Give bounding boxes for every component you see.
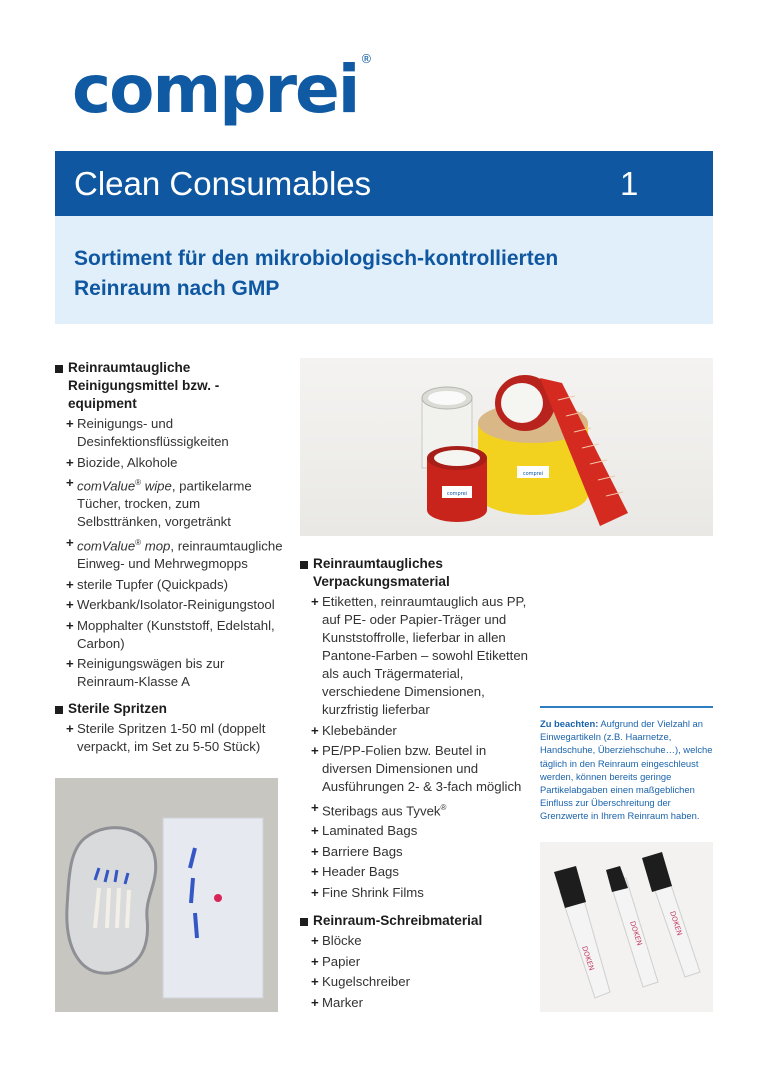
section-cleaning	[55, 359, 287, 694]
list-item: + Blöcke	[311, 932, 528, 950]
list-item: + Barriere Bags	[311, 843, 528, 861]
note-divider	[540, 706, 713, 708]
label-tapes-illustration	[300, 358, 713, 536]
section-heading: Reinraumtaugliche Reinigungsmittel bzw. -equipment	[55, 359, 287, 413]
logo-wordmark: comprei	[72, 51, 359, 128]
item-list	[311, 593, 528, 902]
note-text: Zu beachten: Aufgrund der Vielzahl an Einwegartikeln (z.B. Haarnetze, Handschuhe, Überziehschuhe…), welche täglich in den Reinraum eingeschleust werden, können bereits geringe Partikelabgaben einen maßgeblichen Einfluss zur Überschreitung der Grenzwerte in Ihrem Reinraum haben.	[540, 718, 713, 822]
list-item: + Marker	[311, 994, 528, 1012]
note-label: Zu beachten:	[540, 718, 599, 729]
section-writing-material	[300, 912, 528, 1014]
registered-mark: ®	[360, 52, 373, 66]
list-item: + Steribags aus Tyvek®	[311, 799, 528, 820]
title-band	[55, 151, 713, 216]
photo-label-tapes	[300, 358, 713, 536]
section-syringes	[55, 700, 287, 759]
list-item: + Werkbank/Isolator-Reinigungstool	[66, 596, 287, 614]
photo-sterile-syringes	[55, 778, 278, 1012]
svg-text:DOKEN: DOKEN	[628, 920, 644, 947]
svg-text:DOKEN: DOKEN	[580, 945, 596, 972]
section-heading: Sterile Spritzen	[55, 700, 287, 718]
list-item: + Etiketten, reinraumtauglich aus PP, auf PE- oder Papier-Träger und Kunststoffrolle, lieferbar in allen Pantone-Farben – sowohl Etiketten als auch Trägermaterial, verschiedene Dimensionen, kurzfristig lieferbar	[311, 593, 528, 719]
list-item: + Klebebänder	[311, 722, 528, 740]
section-heading: Reinraum-Schreibmaterial	[300, 912, 528, 930]
list-item: + Sterile Spritzen 1-50 ml (doppelt verpackt, im Set zu 5-50 Stück)	[66, 720, 287, 756]
section-packaging	[300, 555, 528, 904]
list-item: + Laminated Bags	[311, 822, 528, 840]
list-item: + Fine Shrink Films	[311, 884, 528, 902]
list-item: + comValue® mop, reinraumtaugliche Einweg- und Mehrwegmopps	[66, 534, 287, 573]
list-item: + Mopphalter (Kunststoff, Edelstahl, Carbon)	[66, 617, 287, 653]
subtitle-band	[55, 216, 713, 324]
svg-text:comprei: comprei	[522, 471, 544, 477]
comprei-logo	[72, 51, 373, 128]
list-item: + Reinigungs- und Desinfektionsflüssigkeiten	[66, 415, 287, 451]
list-item: + Reinigungswägen bis zur Reinraum-Klasse A	[66, 655, 287, 691]
list-item: + PE/PP-Folien bzw. Beutel in diversen Dimensionen und Ausführungen 2- & 3-fach möglich	[311, 742, 528, 796]
list-item: + Biozide, Alkohole	[66, 454, 287, 472]
syringes-illustration	[55, 778, 278, 1012]
item-list	[66, 720, 287, 756]
list-item: + sterile Tupfer (Quickpads)	[66, 576, 287, 594]
page-subtitle: Sortiment für den mikrobiologisch-kontrollierten Reinraum nach GMP	[74, 247, 559, 300]
list-item: + Kugelschreiber	[311, 973, 528, 991]
photo-markers	[540, 842, 713, 1012]
svg-text:comprei: comprei	[446, 491, 468, 497]
markers-illustration	[540, 842, 713, 1012]
list-item: + Papier	[311, 953, 528, 971]
item-list	[311, 932, 528, 1012]
page-number: 1	[620, 165, 639, 202]
list-item: + Header Bags	[311, 863, 528, 881]
svg-text:DOKEN: DOKEN	[668, 910, 684, 937]
item-list	[66, 415, 287, 691]
page-title: Clean Consumables	[74, 165, 372, 202]
section-heading: Reinraumtaugliches Verpackungsmaterial	[300, 555, 528, 591]
note-box	[540, 706, 713, 823]
list-item: + comValue® wipe, partikelarme Tücher, trocken, zum Selbsttränken, vorgetränkt	[66, 474, 287, 531]
